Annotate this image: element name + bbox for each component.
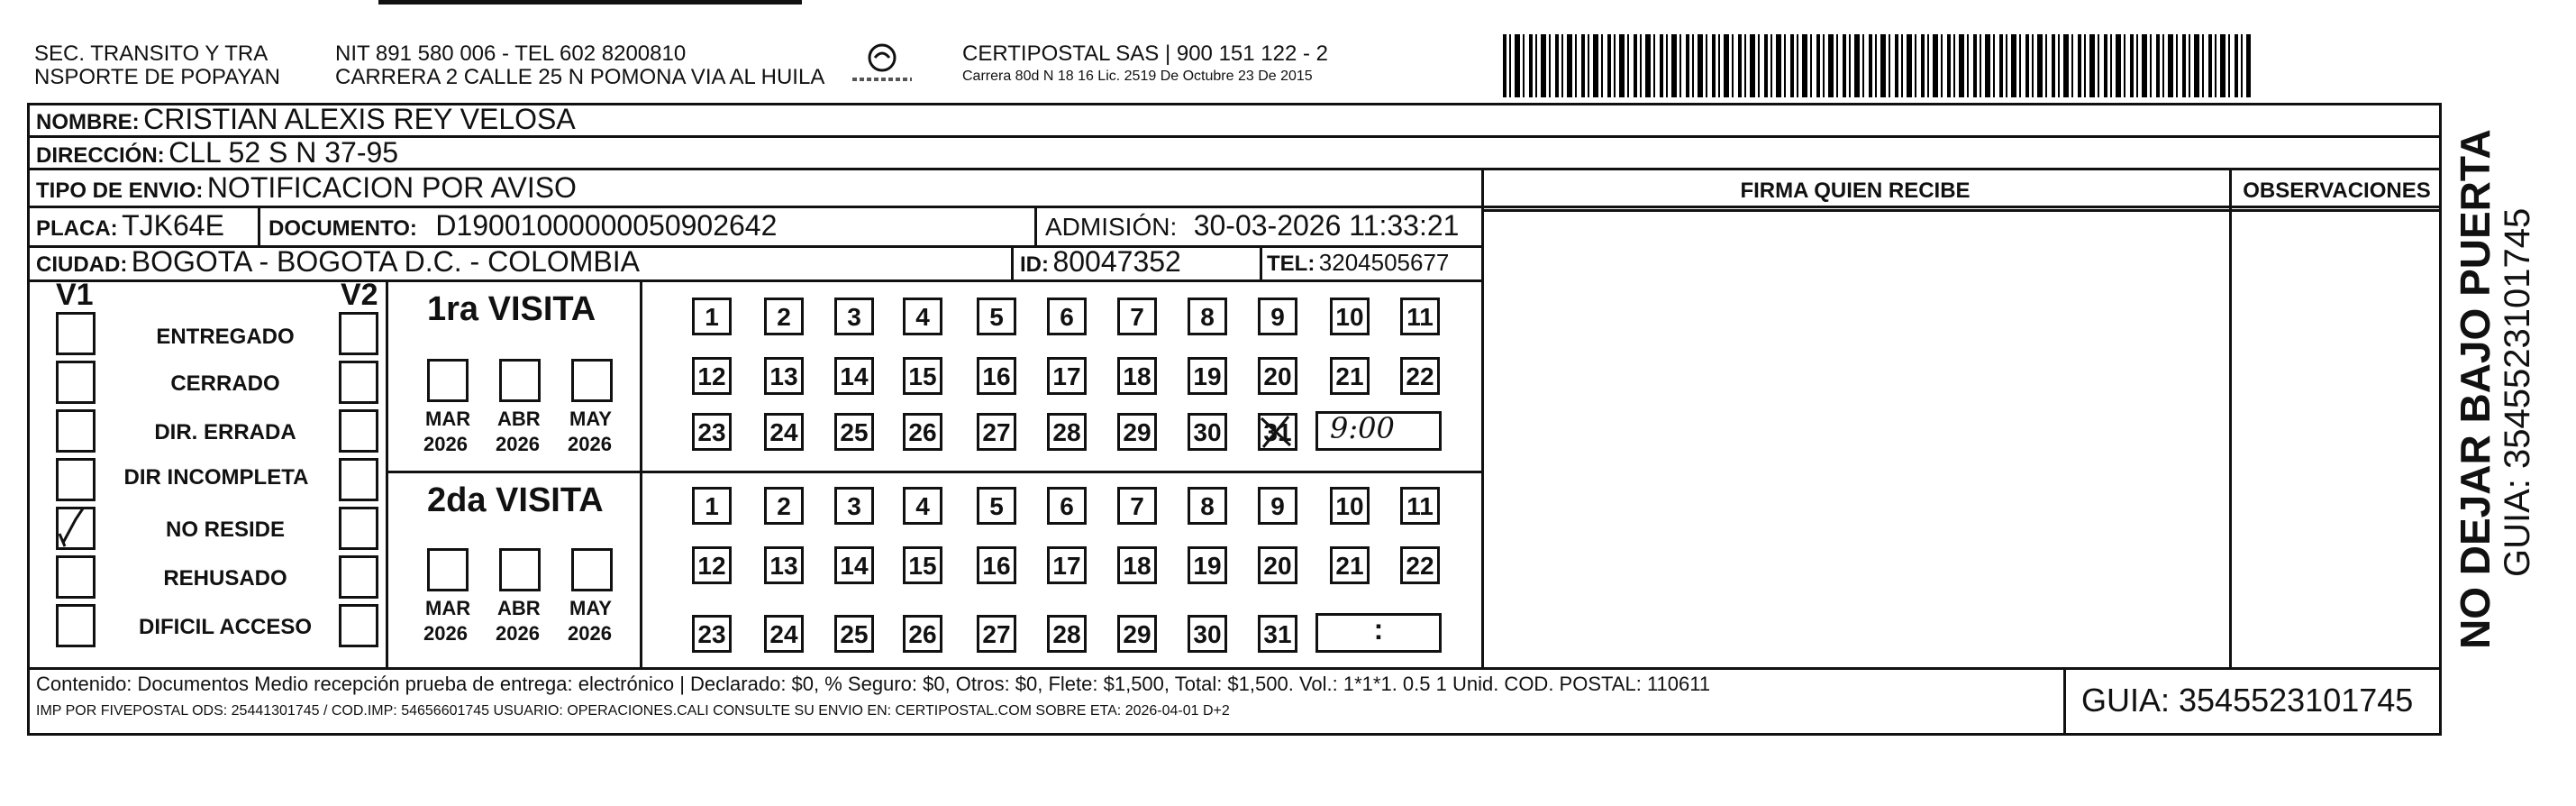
row-line-3 bbox=[27, 206, 2442, 208]
v2-checkbox-rehusado[interactable] bbox=[339, 555, 378, 599]
tel-value: 3204505677 bbox=[1318, 249, 1450, 276]
id-value: 80047352 bbox=[1052, 245, 1181, 278]
visit-1-day-22[interactable]: 22 bbox=[1400, 357, 1440, 395]
documento-row bbox=[269, 209, 777, 243]
observaciones-header: OBSERVACIONES bbox=[2243, 179, 2431, 203]
vline-admision bbox=[1034, 206, 1037, 245]
direccion-value: CLL 52 S N 37-95 bbox=[168, 136, 399, 169]
vline-placa bbox=[258, 206, 260, 245]
nombre-row bbox=[36, 103, 576, 136]
nit-line: NIT 891 580 006 - TEL 602 8200810 bbox=[335, 41, 687, 66]
visit-1-day-1[interactable]: 1 bbox=[692, 298, 732, 335]
vline-id bbox=[1011, 245, 1014, 279]
vline-status bbox=[386, 279, 388, 667]
certipostal-logo-icon bbox=[845, 38, 919, 92]
vline-firma bbox=[1481, 168, 1484, 667]
id-label: ID: bbox=[1020, 252, 1049, 277]
direccion-row bbox=[36, 136, 398, 169]
footer-guia: GUIA: 3545523101745 bbox=[2081, 682, 2414, 719]
visit-2-month-1: MAR bbox=[425, 597, 471, 619]
visit-2-day-9[interactable]: 9 bbox=[1258, 487, 1297, 525]
mid-line bbox=[386, 471, 1481, 473]
side-warning: NO DEJAR BAJO PUERTA bbox=[2452, 129, 2499, 649]
visit-2-day-2[interactable]: 2 bbox=[764, 487, 804, 525]
visit-1-day-31[interactable]: 31 bbox=[1258, 413, 1297, 451]
ciudad-value: BOGOTA - BOGOTA D.C. - COLOMBIA bbox=[131, 245, 640, 278]
visit-1-year-2: 2026 bbox=[496, 433, 540, 455]
status-rehusado: REHUSADO bbox=[163, 566, 287, 591]
firma-header: FIRMA QUIEN RECIBE bbox=[1740, 179, 1971, 203]
visit-2-day-28[interactable]: 28 bbox=[1047, 615, 1087, 653]
visit-2-day-7[interactable]: 7 bbox=[1117, 487, 1157, 525]
visit-2-time: : bbox=[1373, 613, 1384, 646]
visit-1-month-box-3[interactable] bbox=[571, 359, 613, 402]
visit-1-day-8[interactable]: 8 bbox=[1188, 298, 1227, 335]
visit-1-day-15[interactable]: 15 bbox=[903, 357, 942, 395]
visit-1-day-29[interactable]: 29 bbox=[1117, 413, 1157, 451]
v2-checkbox-dir-errada[interactable] bbox=[339, 409, 378, 453]
sender-line-2: NSPORTE DE POPAYAN bbox=[34, 65, 280, 89]
visit-2-day-6[interactable]: 6 bbox=[1047, 487, 1087, 525]
visit-1-time: 9:00 bbox=[1330, 411, 1395, 445]
visit-2-month-box-1[interactable] bbox=[427, 548, 469, 591]
visit-1-day-5[interactable]: 5 bbox=[977, 298, 1016, 335]
visit-1-day-10[interactable]: 10 bbox=[1330, 298, 1370, 335]
visit-2-day-20[interactable]: 20 bbox=[1258, 546, 1297, 584]
v2-checkbox-no-reside[interactable] bbox=[339, 507, 378, 550]
visit-1-day-30[interactable]: 30 bbox=[1188, 413, 1227, 451]
tipo-value: NOTIFICACION POR AVISO bbox=[206, 171, 577, 204]
row-line-6 bbox=[1481, 209, 2442, 212]
day-31-cross-icon bbox=[1256, 413, 1296, 451]
v2-checkbox-dir-incompleta[interactable] bbox=[339, 458, 378, 501]
vline-obs bbox=[2229, 168, 2232, 667]
visit-2-month-3: MAY bbox=[569, 597, 612, 619]
barcode bbox=[1503, 34, 2251, 97]
status-dificil-acceso: DIFICIL ACCESO bbox=[138, 615, 312, 639]
visit-1-day-20[interactable]: 20 bbox=[1258, 357, 1297, 395]
placa-value: TJK64E bbox=[122, 209, 224, 242]
visit-2-day-22[interactable]: 22 bbox=[1400, 546, 1440, 584]
v1-label: V1 bbox=[56, 278, 94, 312]
visit-2-day-14[interactable]: 14 bbox=[834, 546, 874, 584]
side-guia: GUIA: 3545523101745 bbox=[2498, 207, 2537, 577]
footer-line-2: IMP POR FIVEPOSTAL ODS: 25441301745 / COD.IMP: 54656601745 USUARIO: OPERACIONES.CALI CONSULTE SU ENVIO EN: CERTIPOSTAL.COM SOBRE ETA: 2026-04-01 D+2 bbox=[36, 703, 1230, 719]
v1-checkbox-rehusado[interactable] bbox=[56, 555, 96, 599]
tel-label: TEL: bbox=[1267, 252, 1315, 276]
ciudad-label: CIUDAD: bbox=[36, 252, 128, 277]
visit-2-month-box-2[interactable] bbox=[499, 548, 541, 591]
admision-row bbox=[1045, 209, 1459, 243]
visit-2-day-12[interactable]: 12 bbox=[692, 546, 732, 584]
company-line: CERTIPOSTAL SAS | 900 151 122 - 2 bbox=[962, 41, 1328, 66]
direccion-label: DIRECCIÓN: bbox=[36, 143, 165, 168]
footer-line-1: Contenido: Documentos Medio recepción prueba de entrega: electrónico | Declarado: $0, % Seguro: $0, Otros: $0, Flete: $1,500, Total: $1,500. Vol.: 1*1*1. 0.5 1 Unid. COD. POSTAL: 110611 bbox=[36, 673, 1711, 695]
visit-2-day-30[interactable]: 30 bbox=[1188, 615, 1227, 653]
visit-2-year-3: 2026 bbox=[568, 622, 612, 645]
visit-1-day-28[interactable]: 28 bbox=[1047, 413, 1087, 451]
visit-2-day-23[interactable]: 23 bbox=[692, 615, 732, 653]
visit-2-day-4[interactable]: 4 bbox=[903, 487, 942, 525]
visit-2-day-29[interactable]: 29 bbox=[1117, 615, 1157, 653]
documento-label: DOCUMENTO: bbox=[269, 216, 417, 241]
status-no-reside: NO RESIDE bbox=[165, 517, 286, 542]
visit-1-day-19[interactable]: 19 bbox=[1188, 357, 1227, 395]
v1-checkbox-dir-errada[interactable] bbox=[56, 409, 96, 453]
visit-1-year-1: 2026 bbox=[423, 433, 468, 455]
visit-1-day-24[interactable]: 24 bbox=[764, 413, 804, 451]
visit-1-month-box-1[interactable] bbox=[427, 359, 469, 402]
visit-1-day-11[interactable]: 11 bbox=[1400, 298, 1440, 335]
visit-2-year-2: 2026 bbox=[496, 622, 540, 645]
visit-1-day-14[interactable]: 14 bbox=[834, 357, 874, 395]
tipo-row bbox=[36, 171, 577, 205]
v2-checkbox-entregado[interactable] bbox=[339, 312, 378, 355]
visit-2-day-17[interactable]: 17 bbox=[1047, 546, 1087, 584]
status-cerrado: CERRADO bbox=[170, 371, 280, 396]
top-rule bbox=[378, 0, 802, 5]
visit-1-day-3[interactable]: 3 bbox=[834, 298, 874, 335]
visit-1-day-4[interactable]: 4 bbox=[903, 298, 942, 335]
visit-1-day-26[interactable]: 26 bbox=[903, 413, 942, 451]
visit-2-day-27[interactable]: 27 bbox=[977, 615, 1016, 653]
id-row bbox=[1020, 245, 1181, 279]
v1-checkbox-cerrado[interactable] bbox=[56, 361, 96, 404]
v1-checkbox-dificil-acceso[interactable] bbox=[56, 604, 96, 647]
visit-2-day-18[interactable]: 18 bbox=[1117, 546, 1157, 584]
visit-2-day-26[interactable]: 26 bbox=[903, 615, 942, 653]
vline-tel bbox=[1260, 245, 1262, 279]
visit-2-day-13[interactable]: 13 bbox=[764, 546, 804, 584]
placa-label: PLACA: bbox=[36, 216, 118, 241]
tipo-label: TIPO DE ENVIO: bbox=[36, 179, 204, 203]
visit-2-day-16[interactable]: 16 bbox=[977, 546, 1016, 584]
visit-1-day-18[interactable]: 18 bbox=[1117, 357, 1157, 395]
visit-2-day-19[interactable]: 19 bbox=[1188, 546, 1227, 584]
v1-checkbox-entregado[interactable] bbox=[56, 312, 96, 355]
visit-1-day-23[interactable]: 23 bbox=[692, 413, 732, 451]
tel-row bbox=[1267, 249, 1449, 277]
address-line: CARRERA 2 CALLE 25 N POMONA VIA AL HUILA bbox=[335, 65, 825, 89]
visit-2-day-21[interactable]: 21 bbox=[1330, 546, 1370, 584]
visit-2-day-25[interactable]: 25 bbox=[834, 615, 874, 653]
visit-2-day-8[interactable]: 8 bbox=[1188, 487, 1227, 525]
visit-1-day-16[interactable]: 16 bbox=[977, 357, 1016, 395]
visit-1-day-17[interactable]: 17 bbox=[1047, 357, 1087, 395]
v2-checkbox-dificil-acceso[interactable] bbox=[339, 604, 378, 647]
vline-guia bbox=[2063, 667, 2066, 736]
license-line: Carrera 80d N 18 16 Lic. 2519 De Octubre 23 De 2015 bbox=[962, 69, 1313, 84]
v2-label: V2 bbox=[341, 278, 378, 312]
visit-1-month-1: MAR bbox=[425, 408, 471, 430]
ciudad-row bbox=[36, 245, 640, 279]
visit-1-year-3: 2026 bbox=[568, 433, 612, 455]
visit-1-month-2: ABR bbox=[497, 408, 541, 430]
visit-2-day-31[interactable]: 31 bbox=[1258, 615, 1297, 653]
vline-visit bbox=[640, 279, 642, 667]
status-entregado: ENTREGADO bbox=[156, 325, 295, 349]
visit-1-title: 1ra VISITA bbox=[427, 290, 596, 328]
visit-2-day-1[interactable]: 1 bbox=[692, 487, 732, 525]
visit-1-day-12[interactable]: 12 bbox=[692, 357, 732, 395]
visit-1-day-25[interactable]: 25 bbox=[834, 413, 874, 451]
v2-checkbox-cerrado[interactable] bbox=[339, 361, 378, 404]
visit-1-month-box-2[interactable] bbox=[499, 359, 541, 402]
visit-2-day-5[interactable]: 5 bbox=[977, 487, 1016, 525]
admision-value: 30-03-2026 11:33:21 bbox=[1193, 209, 1460, 242]
footer-line bbox=[27, 667, 2442, 670]
status-dir-incompleta: DIR INCOMPLETA bbox=[123, 465, 309, 490]
visit-1-day-27[interactable]: 27 bbox=[977, 413, 1016, 451]
visit-1-day-2[interactable]: 2 bbox=[764, 298, 804, 335]
row-line-5 bbox=[27, 279, 1481, 282]
visit-1-day-7[interactable]: 7 bbox=[1117, 298, 1157, 335]
visit-2-day-10[interactable]: 10 bbox=[1330, 487, 1370, 525]
visit-2-day-11[interactable]: 11 bbox=[1400, 487, 1440, 525]
visit-1-day-13[interactable]: 13 bbox=[764, 357, 804, 395]
nombre-value: CRISTIAN ALEXIS REY VELOSA bbox=[143, 103, 576, 135]
visit-2-month-2: ABR bbox=[497, 597, 541, 619]
visit-2-month-box-3[interactable] bbox=[571, 548, 613, 591]
placa-row bbox=[36, 209, 224, 243]
v1-checkbox-dir-incompleta[interactable] bbox=[56, 458, 96, 501]
documento-value: D19001000000050902642 bbox=[435, 209, 778, 242]
visit-1-month-3: MAY bbox=[569, 408, 612, 430]
visit-2-day-15[interactable]: 15 bbox=[903, 546, 942, 584]
admision-label: ADMISIÓN: bbox=[1045, 213, 1178, 241]
visit-1-day-6[interactable]: 6 bbox=[1047, 298, 1087, 335]
nombre-label: NOMBRE: bbox=[36, 110, 140, 134]
status-dir-errada: DIR. ERRADA bbox=[154, 420, 296, 444]
visit-2-title: 2da VISITA bbox=[427, 481, 604, 519]
visit-1-day-9[interactable]: 9 bbox=[1258, 298, 1297, 335]
visit-1-day-21[interactable]: 21 bbox=[1330, 357, 1370, 395]
visit-2-day-24[interactable]: 24 bbox=[764, 615, 804, 653]
visit-2-day-3[interactable]: 3 bbox=[834, 487, 874, 525]
v1-checkbox-no-reside[interactable] bbox=[56, 507, 96, 550]
visit-2-year-1: 2026 bbox=[423, 622, 468, 645]
checkmark-icon bbox=[56, 507, 96, 550]
sender-line-1: SEC. TRANSITO Y TRA bbox=[34, 41, 269, 66]
